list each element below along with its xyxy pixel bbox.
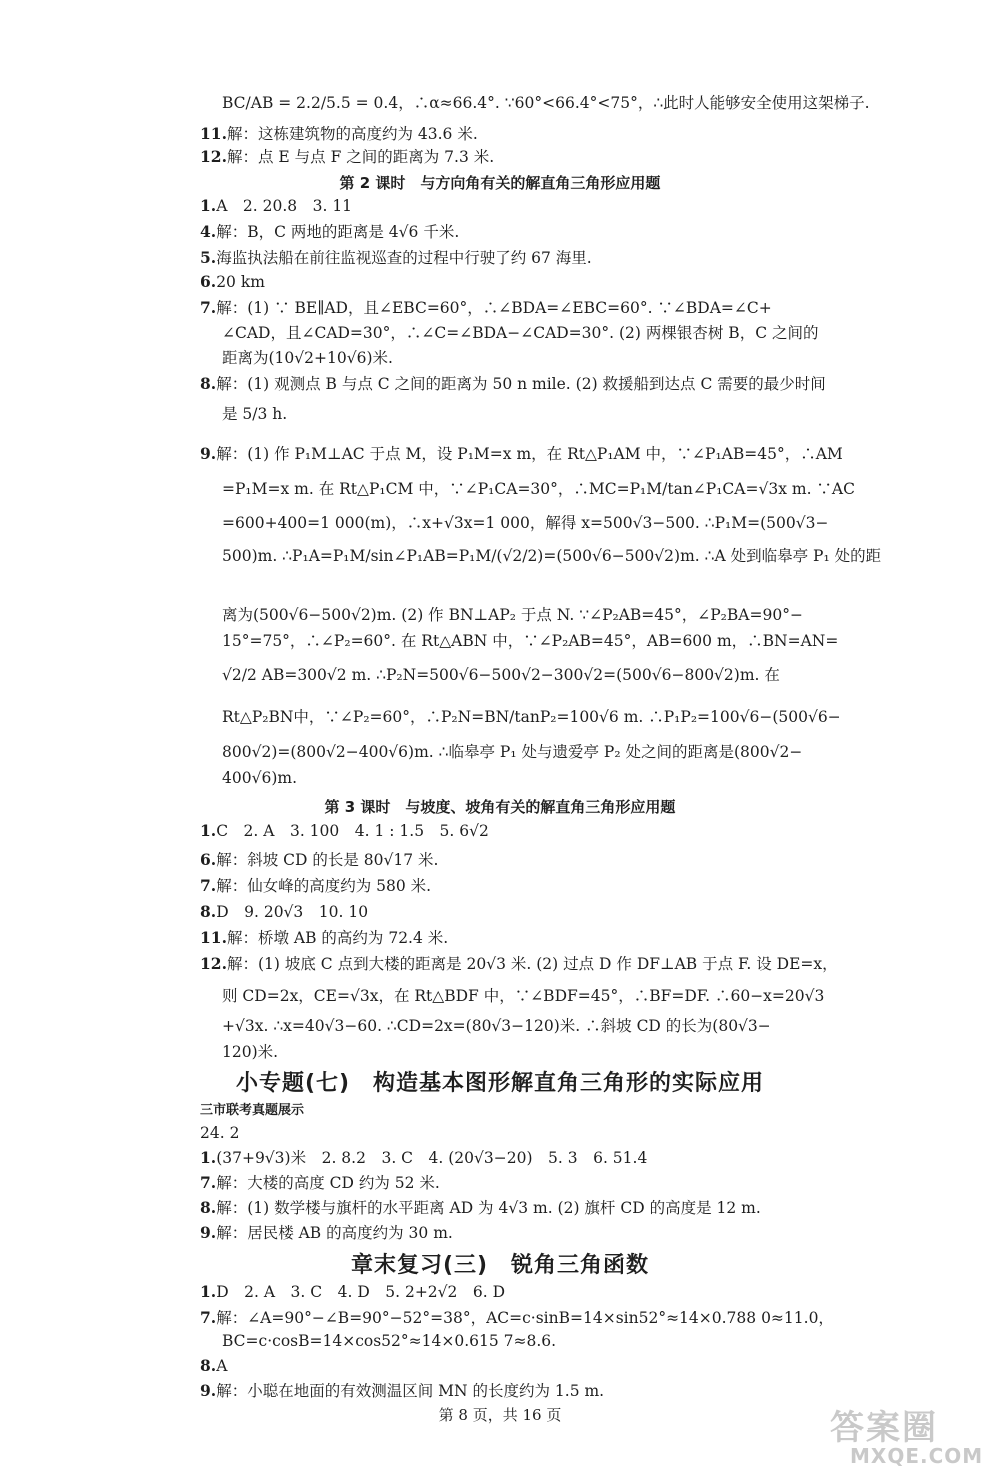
answer-line: 11.解：桥墩 AB 的高约为 72.4 米. <box>200 928 449 947</box>
answer-line: 12.解：点 E 与点 F 之间的距离为 7.3 米. <box>200 147 495 166</box>
answer-line: 7.解：∠A=90°−∠B=90°−52°=38°，AC=c·sinB=14×sin52°≈14×0.788 0≈11.0， <box>200 1308 834 1327</box>
answer-line: 7.解：(1) ∵ BE∥AD，且∠EBC=60°，∴∠BDA=∠EBC=60°. ∵∠BDA=∠C+ <box>200 298 772 317</box>
answer-line: 7.解：大楼的高度 CD 约为 52 米. <box>200 1173 440 1192</box>
answer-line: 6.解：斜坡 CD 的长是 80√17 米. <box>200 850 439 869</box>
answer-line: 8.解：(1) 数学楼与旗杆的水平距离 AD 为 4√3 m. (2) 旗杆 CD 的高度是 12 m. <box>200 1198 761 1217</box>
answer-line: 120)米. <box>222 1043 279 1061</box>
answer-line: =P₁M=x m. 在 Rt△P₁CM 中，∵∠P₁CA=30°，∴MC=P₁M/tan∠P₁CA=√3x m. ∵AC <box>222 480 855 498</box>
answer-line: 1.D 2. A 3. C 4. D 5. 2+2√2 6. D <box>200 1282 506 1301</box>
answer-line: √2/2 AB=300√2 m. ∴P₂N=500√6−500√2−300√2=(500√6−800√2)m. 在 <box>222 666 780 684</box>
answer-line: 1.A 2. 20.8 3. 11 <box>200 196 353 215</box>
answer-line: =600+400=1 000(m)，∴x+√3x=1 000，解得 x=500√3−500. ∴P₁M=(500√3− <box>222 514 829 532</box>
answer-line: 离为(500√6−500√2)m. (2) 作 BN⊥AP₂ 于点 N. ∵∠P₂AB=45°，∠P₂BA=90°− <box>222 606 803 624</box>
answer-line: 5.海监执法船在前往监视巡查的过程中行驶了约 67 海里. <box>200 248 592 267</box>
answer-line: 24. 2 <box>200 1124 240 1142</box>
answer-line: 是 5/3 h. <box>222 405 288 423</box>
answer-line: 9.解：小聪在地面的有效测温区间 MN 的长度约为 1.5 m. <box>200 1381 605 1400</box>
answer-line: Rt△P₂BN中，∵∠P₂=60°，∴P₂N=BN/tanP₂=100√6 m. ∴P₁P₂=100√6−(500√6− <box>222 708 841 726</box>
answer-line: 7.解：仙女峰的高度约为 580 米. <box>200 876 432 895</box>
section-title: 章末复习(三) 锐角三角函数 <box>350 1253 650 1278</box>
answer-line: +√3x. ∴x=40√3−60. ∴CD=2x=(80√3−120)米. ∴斜坡 CD 的长为(80√3− <box>222 1017 771 1035</box>
section-title: 第 3 课时 与坡度、坡角有关的解直角三角形应用题 <box>324 798 676 816</box>
watermark-logo <box>810 1400 1000 1471</box>
section-title: 第 2 课时 与方向角有关的解直角三角形应用题 <box>339 174 661 192</box>
watermark-text: 答案圈 <box>830 1408 938 1448</box>
section-label: 三市联考真题展示 <box>200 1103 305 1118</box>
watermark-url: MXQE.COM <box>850 1444 984 1468</box>
answer-line: BC/AB = 2.2/5.5 = 0.4，∴α≈66.4°. ∵60°<66.4°<75°，∴此时人能够安全使用这架梯子. <box>222 94 870 112</box>
section-title: 小专题(七) 构造基本图形解直角三角形的实际应用 <box>235 1071 765 1096</box>
answer-line: 8.A <box>200 1356 228 1375</box>
answer-line: 800√2)=(800√2−400√6)m. ∴临皋亭 P₁ 处与遗爱亭 P₂ 处之间的距离是(800√2− <box>222 743 803 761</box>
answer-line: 9.解：(1) 作 P₁M⊥AC 于点 M，设 P₁M=x m，在 Rt△P₁AM 中，∵∠P₁AB=45°，∴AM <box>200 444 843 463</box>
answer-line: 1.(37+9√3)米 2. 8.2 3. C 4. (20√3−20) 5. 3 6. 51.4 <box>200 1148 648 1167</box>
answer-line: 15°=75°，∴∠P₂=60°. 在 Rt△ABN 中，∵∠P₂AB=45°，AB=600 m，∴BN=AN= <box>222 632 839 650</box>
answer-line: 4.解：B，C 两地的距离是 4√6 千米. <box>200 222 460 241</box>
answer-line: ∠CAD，且∠CAD=30°，∴∠C=∠BDA−∠CAD=30°. (2) 两棵银杏树 B，C 之间的 <box>222 324 819 342</box>
answer-line: 1.C 2. A 3. 100 4. 1 : 1.5 5. 6√2 <box>200 821 489 840</box>
answer-line: 500)m. ∴P₁A=P₁M/sin∠P₁AB=P₁M/(√2/2)=(500√6−500√2)m. ∴A 处到临皋亭 P₁ 处的距 <box>222 547 882 565</box>
answer-line: 6.20 km <box>200 272 265 291</box>
answer-line: 8.解：(1) 观测点 B 与点 C 之间的距离为 50 n mile. (2) 救援船到达点 C 需要的最少时间 <box>200 374 826 393</box>
answer-line: BC=c·cosB=14×cos52°≈14×0.615 7≈8.6. <box>222 1332 557 1350</box>
answer-line: 距离为(10√2+10√6)米. <box>222 349 393 367</box>
answer-line: 9.解：居民楼 AB 的高度约为 30 m. <box>200 1223 453 1242</box>
answer-line: 12.解：(1) 坡底 C 点到大楼的距离是 20√3 米. (2) 过点 D 作 DF⊥AB 于点 F. 设 DE=x， <box>200 954 838 973</box>
answer-line: 400√6)m. <box>222 769 297 787</box>
page-footer: 第 8 页，共 16 页 <box>438 1406 562 1424</box>
answer-line: 则 CD=2x，CE=√3x，在 Rt△BDF 中，∵∠BDF=45°，∴BF=DF. ∴60−x=20√3 <box>222 987 825 1005</box>
answer-line: 8.D 9. 20√3 10. 10 <box>200 902 369 921</box>
answer-line: 11.解：这栋建筑物的高度约为 43.6 米. <box>200 124 478 143</box>
